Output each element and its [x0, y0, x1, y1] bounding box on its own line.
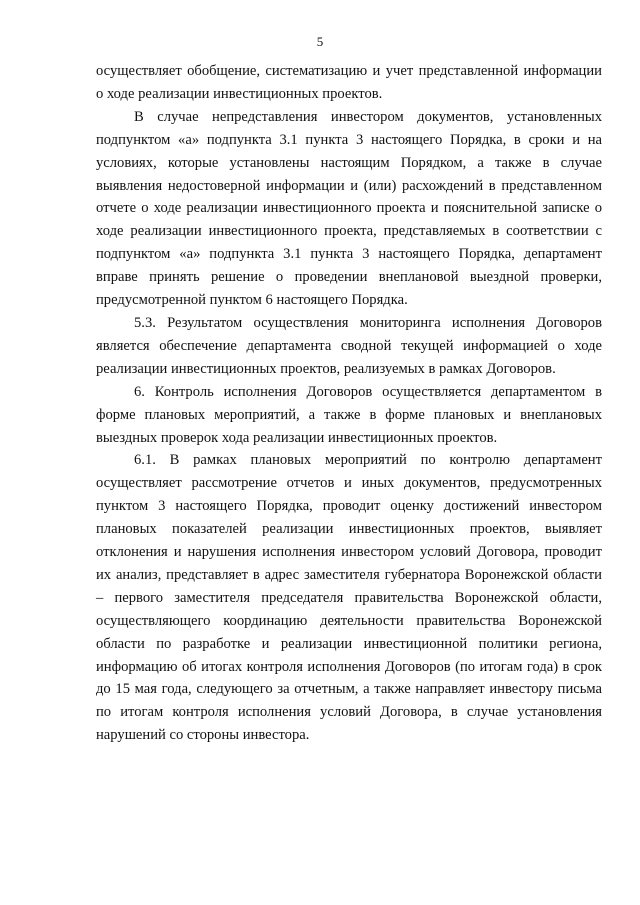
paragraph-6: 6. Контроль исполнения Договоров осуществляется департаментом в форме плановых мероприятий, а также в форме плановых и внеплановых выездных проверок хода реализации инвестиционных проектов.	[96, 383, 602, 446]
paragraph-6-1: 6.1. В рамках плановых мероприятий по контролю департамент осуществляет рассмотрение отчетов и иных документов, предусмотренных пунктом 3 настоящего Порядка, проводит оценку достижений инвестором плановых показателей реализации инвестиционных проектов, выявляет отклонения и нарушения исполнения инвестором условий Договора, проводит их анализ, представляет в адрес заместителя губернатора Воронежской области – первого заместителя председателя правительства Воронежской области, осуществляющего координацию деятельности правительства Воронежской области по разработке и реализации инвестиционной политики региона, информацию об итогах контроля исполнения Договоров (по итогам года) в срок до 15 мая года, следующего за отчетным, а также направляет инвестору письма по итогам контроля исполнения условий Договора, в случае установления нарушений со стороны инвестора.	[96, 452, 602, 744]
paragraph-continuation: осуществляет обобщение, систематизацию и учет представленной информации о ходе реализации инвестиционных проектов.	[96, 63, 602, 102]
paragraph-nonsubmission: В случае непредставления инвестором документов, установленных подпунктом «а» подпункта 3.1 пункта 3 настоящего Порядка, в сроки и на условиях, которые установлены настоящим Порядком, а также в случае выявления недостоверной информации и (или) расхождений в представленном отчете о ходе реализации инвестиционного проекта и пояснительной записке о ходе реализации инвестиционного проекта, представляемых в соответствии с подпунктом «а» подпункта 3.1 пункта 3 настоящего Порядка, департамент вправе принять решение о проведении внеплановой выездной проверки, предусмотренной пунктом 6 настоящего Порядка.	[96, 108, 602, 309]
page-number: 5	[316, 34, 324, 49]
paragraph-5-3: 5.3. Результатом осуществления мониторинга исполнения Договоров является обеспечение департамента сводной текущей информацией о ходе реализации инвестиционных проектов, реализуемых в рамках Договоров.	[96, 314, 602, 377]
document-body	[96, 60, 602, 747]
